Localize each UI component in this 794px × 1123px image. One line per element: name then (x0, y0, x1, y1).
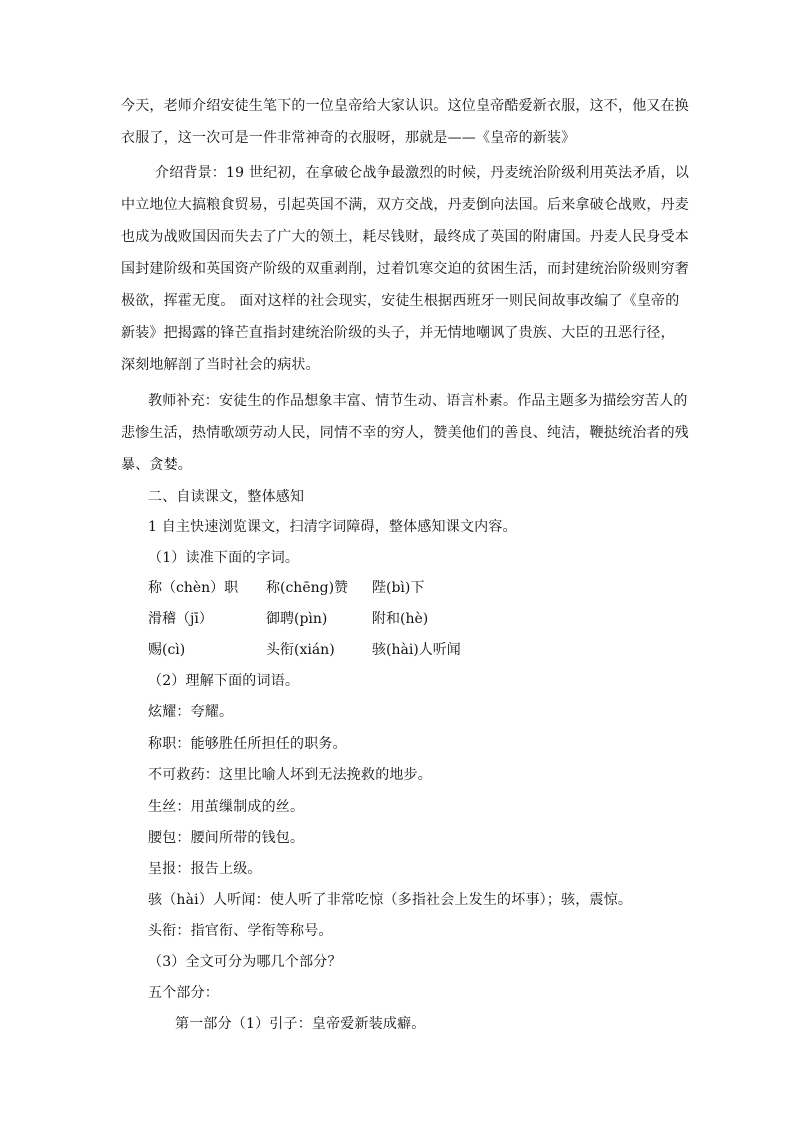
subtask-3: （3）全文可分为哪几个部分？ (148, 954, 342, 970)
definition-item: 头衔：指官衔、学衔等称号。 (148, 923, 333, 939)
background-line-3: 也成为战败国因而失去了广大的领土，耗尽钱财，最终成了英国的附庸国。丹麦人民身受本 (121, 229, 689, 245)
background-line-1: 介绍背景：19 世纪初，在拿破仑战争最激烈的时候，丹麦统治阶级利用英法矛盾，以 (155, 165, 690, 181)
intro-line-1: 今天，老师介绍安徒生笔下的一位皇帝给大家认识。这位皇帝酷爱新衣服，这不，他又在换 (121, 98, 689, 114)
vocab-item: 附和(hè) (372, 611, 429, 627)
definition-item: 称职：能够胜任所担任的职务。 (148, 736, 347, 752)
subtask-1: （1）读准下面的字词。 (148, 550, 300, 566)
task-1: 1 自主快速浏览课文，扫清字词障碍，整体感知课文内容。 (148, 519, 517, 535)
definition-item: 炫耀：夸耀。 (148, 704, 234, 720)
teacher-note-line-3: 暴、贪婪。 (121, 457, 192, 473)
vocab-item: 称(chēng)赞 (266, 580, 349, 596)
answer-part-1: 第一部分（1）引子：皇帝爱新装成癖。 (175, 1016, 426, 1032)
vocab-item: 骇(hài)人听闻 (372, 642, 461, 658)
definition-item: 腰包：腰间所带的钱包。 (148, 830, 305, 846)
vocab-row-2 (148, 609, 508, 629)
background-line-4: 国封建阶级和英国资产阶级的双重剥削，过着饥寒交迫的贫困生活，而封建统治阶级则穷奢 (121, 261, 689, 277)
definition-item: 呈报：报告上级。 (148, 861, 262, 877)
subtask-2: （2）理解下面的词语。 (148, 673, 300, 689)
vocab-row-3 (148, 640, 508, 660)
vocab-item: 御聘(pìn) (266, 611, 328, 627)
vocab-item: 称（chèn）职 (148, 580, 239, 596)
background-line-2: 中立地位大搞粮食贸易，引起英国不满，双方交战，丹麦倒向法国。后来拿破仑战败，丹麦 (121, 197, 689, 213)
definition-item: 骇（hài）人听闻：使人听了非常吃惊（多指社会上发生的坏事）；骇，震惊。 (148, 892, 633, 908)
definition-item: 生丝：用茧缫制成的丝。 (148, 799, 305, 815)
vocab-item: 滑稽（jī） (148, 611, 213, 627)
definition-item: 不可救药：这里比喻人坏到无法挽救的地步。 (148, 767, 432, 783)
vocab-row-1 (148, 578, 508, 598)
intro-line-2: 衣服了，这一次可是一件非常神奇的衣服呀，那就是——《皇帝的新装》 (121, 130, 576, 146)
vocab-item: 赐(cì) (148, 642, 186, 658)
background-line-6: 新装》把揭露的锋芒直指封建统治阶级的头子，并无情地嘲讽了贵族、大臣的丑恶行径， (121, 325, 675, 341)
answer-intro: 五个部分： (148, 985, 219, 1001)
vocab-item: 陛(bì)下 (372, 580, 425, 596)
teacher-note-line-2: 悲惨生活，热情歌颂劳动人民，同情不幸的穷人，赞美他们的善良、纯洁，鞭挞统治者的残 (121, 425, 689, 441)
teacher-note-line-1: 教师补充：安徒生的作品想象丰富、情节生动、语言朴素。作品主题多为描绘穷苦人的 (148, 393, 688, 409)
section-heading: 二、自读课文，整体感知 (148, 489, 305, 505)
vocab-item: 头衔(xián) (266, 642, 335, 658)
background-line-5: 极欲，挥霍无度。 面对这样的社会现实，安徒生根据西班牙一则民间故事改编了《皇帝的 (121, 293, 680, 309)
background-line-7: 深刻地解剖了当时社会的病状。 (121, 357, 320, 373)
